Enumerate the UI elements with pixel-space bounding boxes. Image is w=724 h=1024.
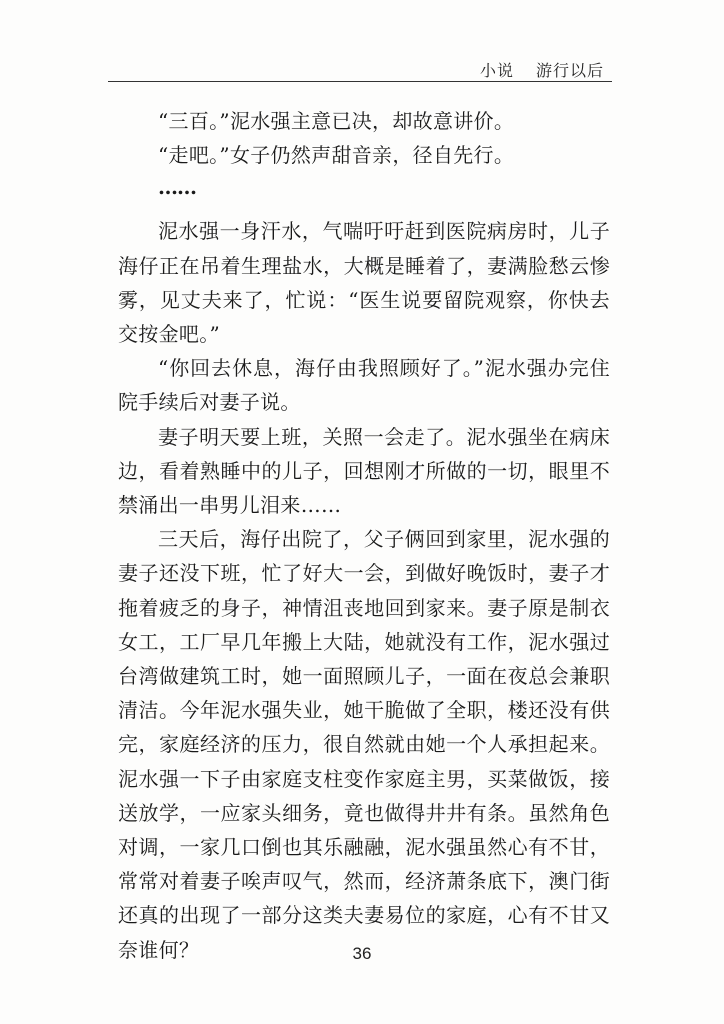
running-header <box>480 58 604 81</box>
page-number: 36 <box>352 944 372 963</box>
section-break-ellipsis: …… <box>158 175 196 200</box>
section-label: 小说 <box>479 61 514 80</box>
header-rule <box>108 81 612 82</box>
paragraph: 妻子明天要上班，关照一会走了。泥水强坐在病床边，看着熟睡中的儿子，回想刚才所做的一切，眼里不禁涌出一串男儿泪来…… <box>118 424 610 518</box>
story-text <box>118 104 610 967</box>
story-title: 游行以后 <box>535 61 604 80</box>
paragraph: “三百。”泥水强主意已决，却故意讲价。 <box>158 109 515 133</box>
paragraph: “走吧。”女子仍然声甜音亲，径自先行。 <box>158 143 515 168</box>
paragraph: 泥水强一身汗水，气喘吁吁赶到医院病房时，儿子海仔正在吊着生理盐水，大概是睡着了，妻满脸愁云惨雾，见丈夫来了，忙说：“医生说要留院观察，你快去交按金吧。” <box>118 219 610 347</box>
paragraph: “你回去休息，海仔由我照顾好了。”泥水强办完住院手续后对妻子说。 <box>118 356 610 415</box>
paragraph: 三天后，海仔出院了，父子俩回到家里，泥水强的妻子还没下班，忙了好大一会，到做好晚饭时，妻子才拖着疲乏的身子，神情沮丧地回到家来。妻子原是制衣女工，工厂早几年搬上大陆，她就没有工作，泥水强过台湾做建筑工时，她一面照顾儿子，一面在夜总会兼职清洁。今年泥水强失业，她干脆做了全职，楼还没有供完，家庭经济的压力，很自然就由她一个人承担起来。泥水强一下子由家庭支柱变作家庭主男，买菜做饭，接送放学，一应家头细务，竟也做得井井有条。虽然角色对调，一家几口倒也其乐融融，泥水强虽然心有不甘，常常对着妻子唉声叹气，然而，经济萧条底下，澳门街还真的出现了一部分这类夫妻易位的家庭，心有不甘又奈谁何？ <box>118 527 610 962</box>
